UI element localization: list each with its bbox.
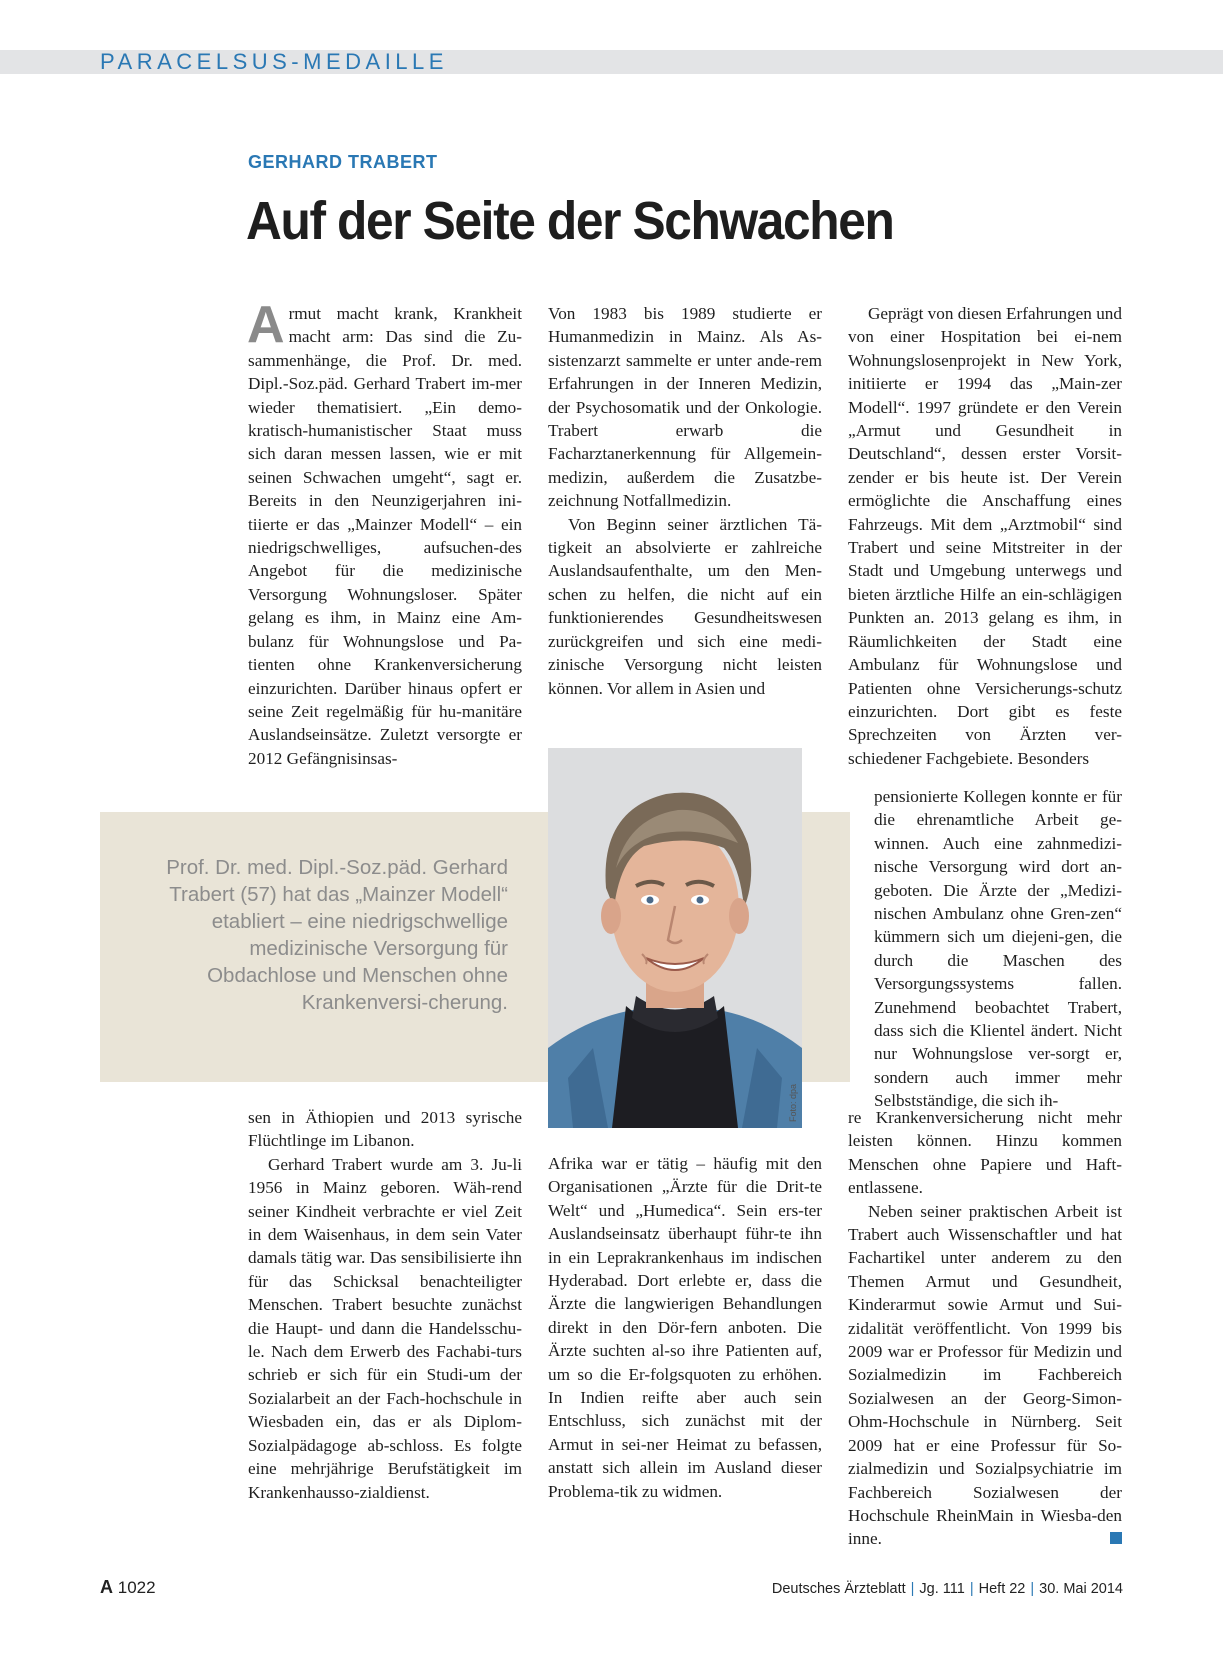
- column-1-top: [247, 296, 522, 770]
- page-number: [100, 1577, 156, 1598]
- section-label: PARACELSUS-MEDAILLE: [100, 49, 448, 74]
- column-2-bottom: [548, 1152, 822, 1503]
- column-1-bottom: [248, 1106, 522, 1504]
- paragraph-text: rmut macht krank, Krankheit macht arm: Das sind die Zu-sammenhänge, die Prof. Dr. med. Dipl.-Soz.päd. Gerhard Trabert im-mer wieder thematisiert. „Ein demo-kratisch-humanistischer Staat muss sich daran messen lassen, wie er mit seinen Schwachen umgeht“, sagt er. Bereits in den Neunzigerjahren ini-tiierte er das „Mainzer Modell“ – ein niedrigschwelliges, aufsuchen-des Angebot für die medizinische Versorgung Wohnungsloser. Später gelang es ihm, in Mainz eine Am-bulanz für Wohnungslose und Pa-tienten ohne Krankenversicherung einzurichten. Darüber hinaus opfert er seine Zeit regelmäßig für hu-manitäre Auslandseinsätze. Zuletzt versorgte er 2012 Gefängnisinsas-: [248, 304, 522, 768]
- paragraph: [848, 1200, 1122, 1551]
- headline: Auf der Seite der Schwachen: [246, 191, 894, 251]
- paragraph: sen in Äthiopien und 2013 syrische Flüchtlinge im Libanon.: [248, 1108, 522, 1151]
- paragraph: Gerhard Trabert wurde am 3. Ju-li 1956 in Mainz geboren. Wäh-rend seiner Kindheit verbrachte er viel Zeit in dem Waisenhaus, in dem sein Vater damals tätig war. Das sensibilisierte ihn für das Schicksal benachteiligter Menschen. Trabert besuchte zunächst die Haupt- und dann die Handelsschu-le. Nach dem Erwerb des Fachabi-turs schrieb er sich für ein Studi-um der Sozialarbeit an der Fach-hochschule in Wiesbaden ein, das er als Diplom-Sozialpädagoge ab-schloss. Es folgte eine mehrjährige Berufstätigkeit im Krankenhausso-zialdienst.: [248, 1154, 522, 1502]
- portrait-photo: [548, 748, 802, 1128]
- drop-cap: A: [247, 296, 285, 354]
- kicker: GERHARD TRABERT: [248, 152, 438, 172]
- separator: |: [910, 1581, 915, 1597]
- journal-name: Deutsches Ärzteblatt: [771, 1581, 906, 1597]
- paragraph: Afrika war er tätig – häufig mit den Organisationen „Ärzte für die Drit-te Welt“ und „Humedica“. Sein ers-ter Auslandseinsatz überhaupt führ-te ihn in ein Leprakrankenhaus im indischen Hyderabad. Dort erlebte er, dass die Ärzte die langwierigen Behandlungen direkt in den Dör-fern anboten. Die Ärzte suchten al-so ihre Patienten auf, um so die Er-folgsquoten zu erhöhen. In Indien reifte aber auch sein Entschluss, sich zunächst mit der Armut in sei-ner Heimat zu befassen, anstatt sich allein im Ausland dieser Problema-tik zu widmen.: [548, 1154, 822, 1501]
- journal-info: [772, 1581, 1123, 1597]
- paragraph: Von 1983 bis 1989 studierte er Humanmedizin in Mainz. Als As-sistenzarzt sammelte er unter ande-rem Erfahrungen in der Inneren Medizin, der Psychosomatik und der Onkologie. Trabert erwarb die Facharztanerkennung für Allgemein-medizin, außerdem die Zusatzbe-zeichnung Notfallmedizin.: [548, 304, 822, 511]
- journal-issue: Heft 22: [978, 1581, 1026, 1597]
- paragraph: re Krankenversicherung nicht mehr leisten können. Hinzu kommen Menschen ohne Papiere und Haft-entlassene.: [848, 1108, 1122, 1198]
- photo-credit: Foto: dpa: [788, 1083, 798, 1122]
- column-3-bottom: [848, 1106, 1122, 1551]
- paragraph: Geprägt von diesen Erfahrungen und von einer Hospitation bei ei-nem Wohnungslosenprojekt in New York, initiierte er 1994 das „Main-zer Modell“. 1997 gründete er den Verein „Armut und Gesundheit in Deutschland“, dessen erster Vorsit-zender er bis heute ist. Der Verein ermöglichte die Anschaffung eines Fahrzeugs. Mit dem „Arztmobil“ sind Trabert und seine Mitstreiter in der Stadt und Umgebung unterwegs und bieten ärztliche Hilfe an ein-schlägigen Punkten an. 2013 gelang es ihm, in Räumlichkeiten der Stadt eine Ambulanz für Wohnungslose und Patienten ohne Versicherungs-schutz einzurichten. Dort gibt es feste Sprechzeiten von Ärzten ver-schiedener Fachgebiete. Besonders: [848, 304, 1122, 768]
- paragraph-text: Neben seiner praktischen Arbeit ist Trabert auch Wissenschaftler und hat Fachartikel unter anderem zu den Themen Armut und Gesundheit, Kinderarmut sowie Armut und Sui-zidalität veröffentlicht. Von 1999 bis 2009 war er Professor für Medizin und Sozialmedizin im Fachbereich Sozialwesen an der Georg-Simon-Ohm-Hochschule in Nürnberg. Seit 2009 hat er eine Professur für So-zialmedizin und Sozialpsychiatrie im Fachbereich Sozialwesen der Hochschule RheinMain in Wiesba-den inne.: [848, 1201, 1122, 1549]
- separator: |: [1030, 1581, 1035, 1597]
- journal-date: 30. Mai 2014: [1039, 1581, 1123, 1597]
- separator: |: [969, 1581, 974, 1597]
- portrait-illustration: [548, 748, 802, 1128]
- end-mark-icon: [1110, 1532, 1122, 1544]
- paragraph: [247, 296, 522, 770]
- page-prefix: A: [100, 1577, 113, 1597]
- column-2-top: [548, 302, 822, 700]
- page-number-value: 1022: [117, 1578, 156, 1597]
- paragraph: Von Beginn seiner ärztlichen Tä-tigkeit an absolvierte er zahlreiche Auslandsaufenthalte, um den Men-schen zu helfen, die nicht auf ein funktionierendes Gesundheitswesen zurückgreifen und sich eine medi-zinische Versorgung nicht leisten können. Vor allem in Asien und: [548, 514, 822, 698]
- journal-volume: Jg. 111: [919, 1581, 965, 1597]
- paragraph: pensionierte Kollegen konnte er für die ehrenamtliche Arbeit ge-winnen. Auch eine zahnmedizi-nische Versorgung wird dort an-geboten. Die Ärzte der „Medizi-nischen Ambulanz ohne Gren-zen“ kümmern sich um diejeni-gen, die durch die Maschen des Versorgungssystems fallen. Zunehmend beobachtet Trabert, dass sich die Klientel ändert. Nicht nur Wohnungslose ver-sorgt er, sondern auch immer mehr Selbstständige, die sich ih-: [874, 787, 1122, 1111]
- column-3-indented: [874, 785, 1122, 1113]
- pullquote: Prof. Dr. med. Dipl.-Soz.päd. Gerhard Trabert (57) hat das „Mainzer Modell“ etabliert – eine niedrigschwellige medizinische Versorgung für Obdachlose und Menschen ohne Krankenversi-cherung.: [166, 856, 508, 1014]
- column-3-top: [848, 302, 1122, 770]
